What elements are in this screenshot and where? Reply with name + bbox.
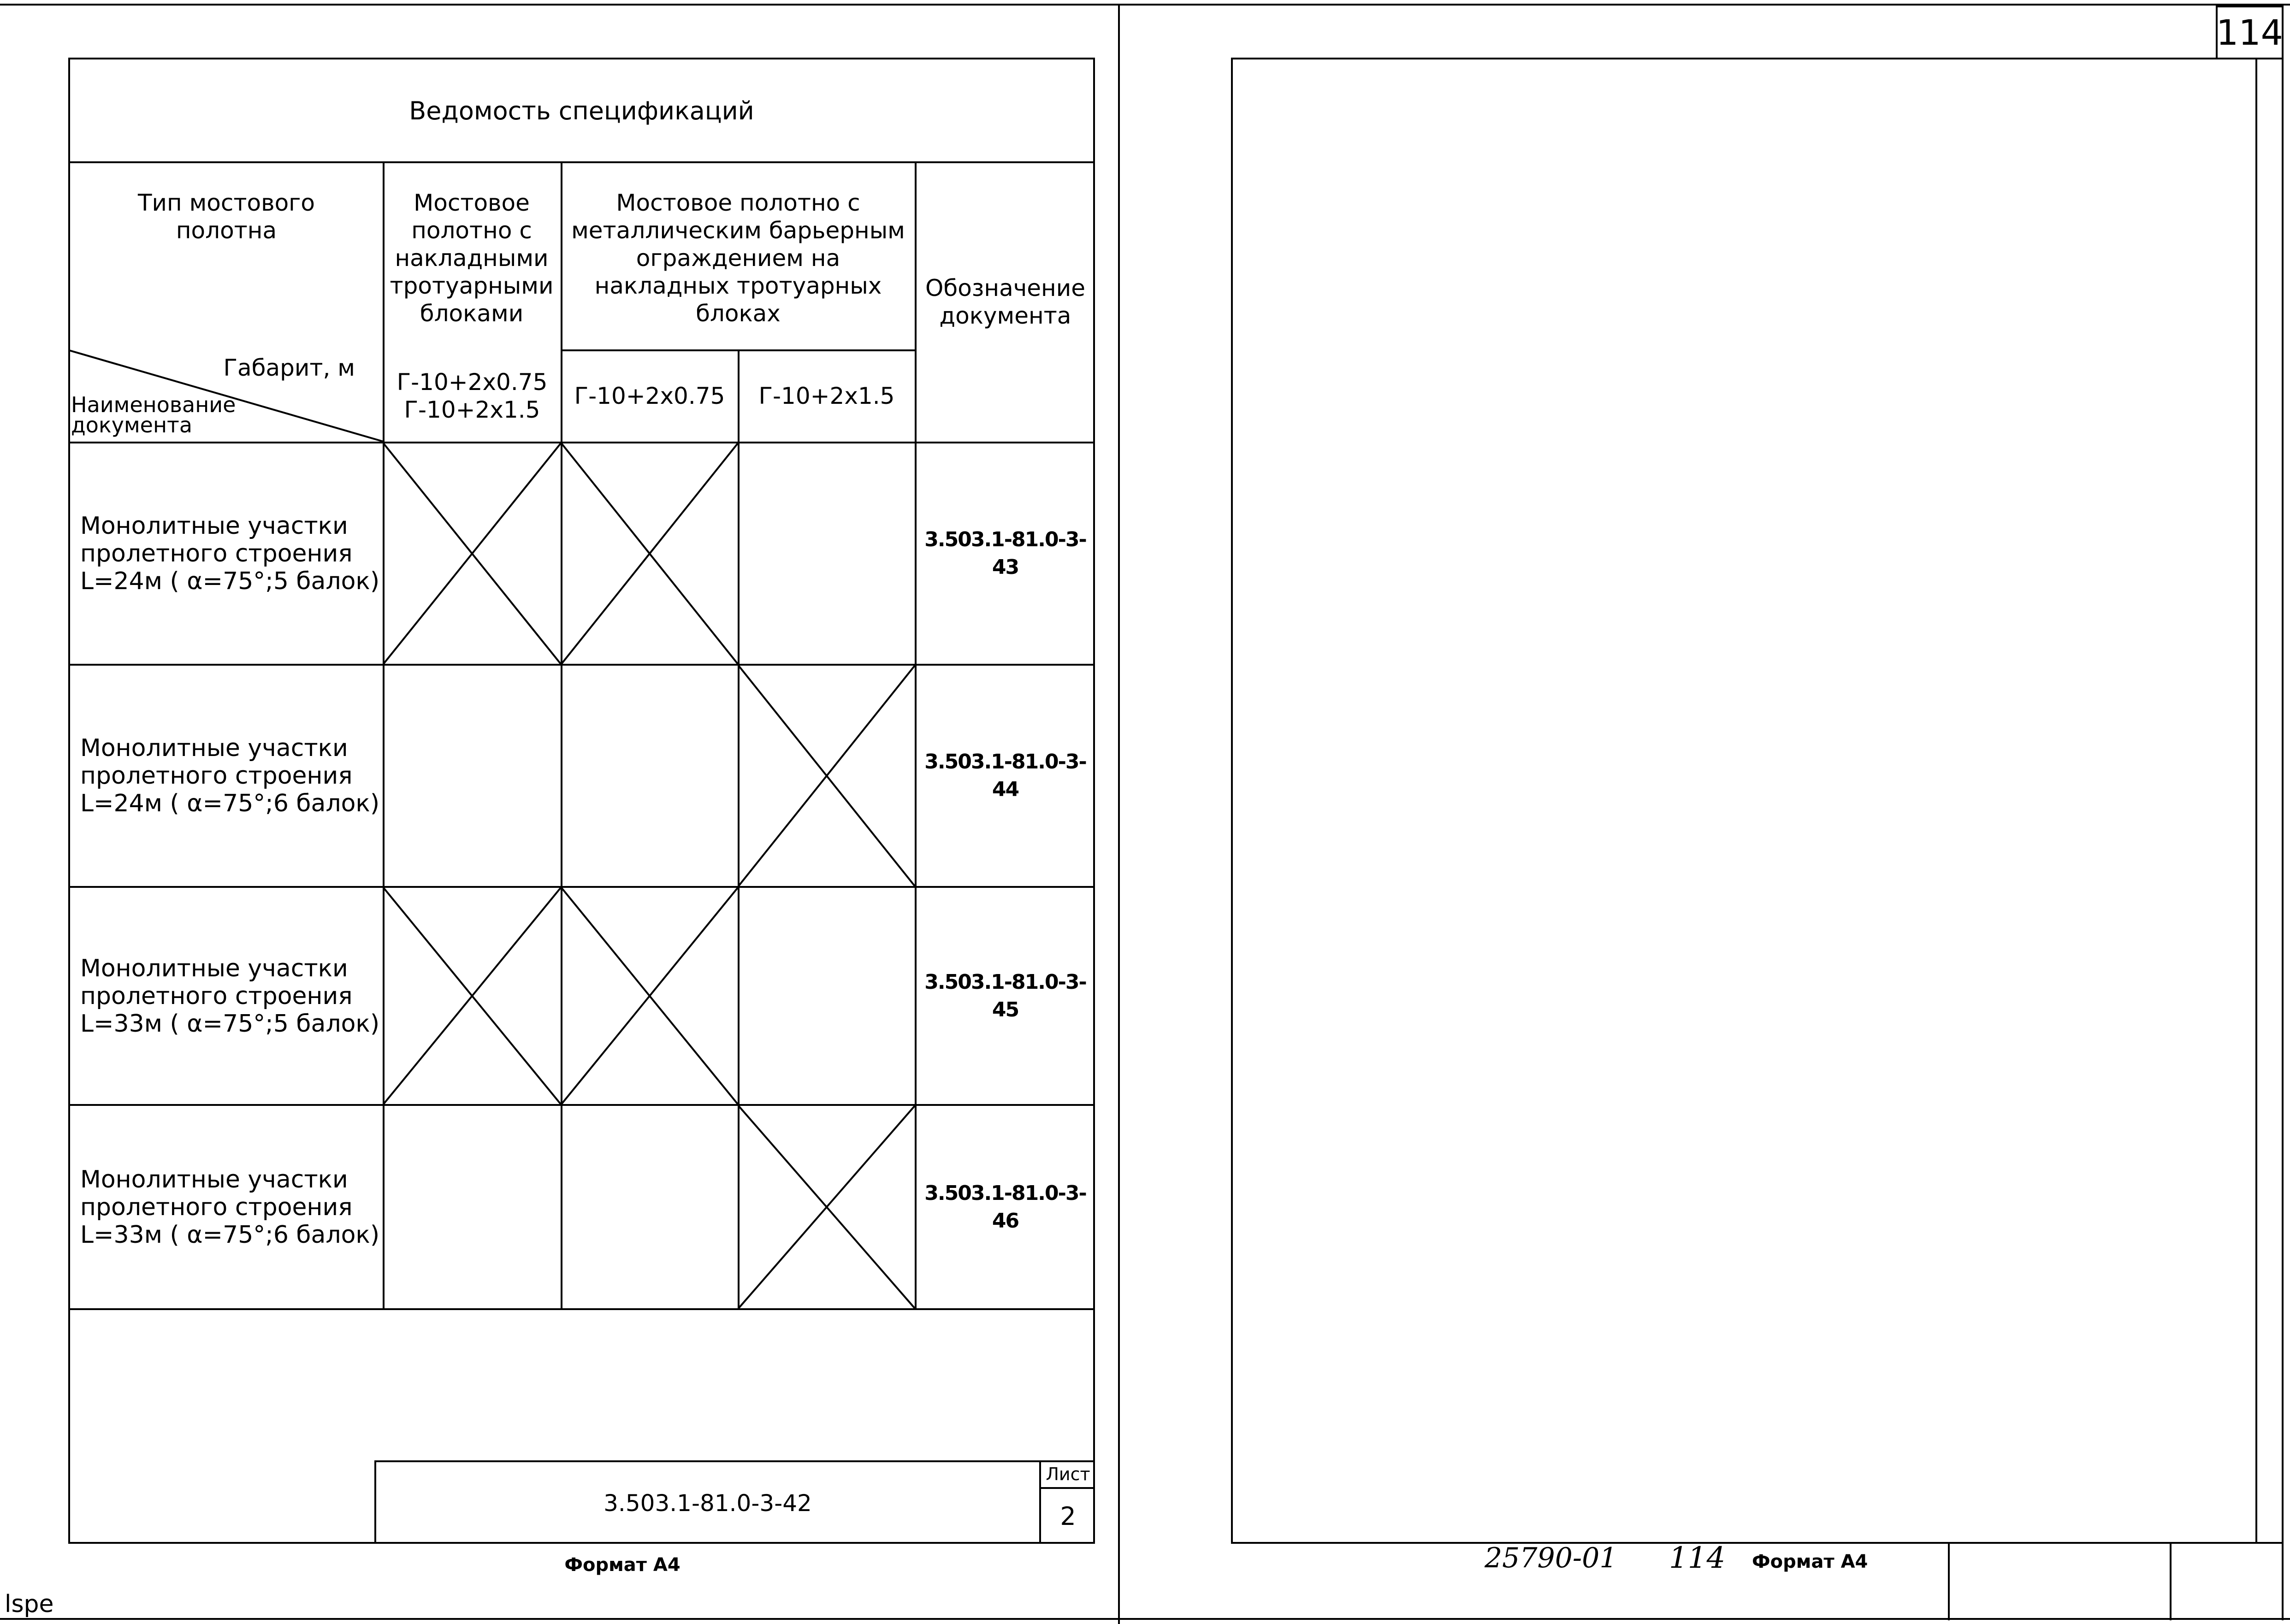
stamp-sheet-label: Лист: [1046, 1464, 1090, 1484]
document-title: Ведомость спецификаций: [409, 96, 754, 125]
inventory-number: 25790-01: [1485, 1542, 1617, 1574]
header-col1: Мостовое полотно с накладными тротуарными блоками: [390, 189, 554, 327]
page-fold-line: [1118, 4, 1120, 1624]
right-stamp-line-1: [1948, 1542, 1950, 1620]
cross-mark: [739, 666, 915, 886]
right-stamp-line-3: [2282, 1542, 2284, 1620]
cross-mark: [384, 443, 561, 664]
page-bottom-line: [0, 1618, 2290, 1620]
header-col23: Мостовое полотно с металлическим барьерным ограждением на накладных тротуарных блоках: [571, 189, 905, 327]
header-type: Тип мостового полотна: [137, 189, 315, 244]
cross-mark: [562, 888, 738, 1104]
table-col-line-2: [561, 161, 562, 1309]
header-gabarit: Габарит, м: [223, 354, 355, 381]
cross-mark: [384, 888, 561, 1104]
row-designation: 3.503.1-81.0-3-46: [924, 1181, 1086, 1233]
row-name: Монолитные участки пролетного строения L=24м ( α=75°;5 балок): [80, 512, 380, 595]
row-name: Монолитные участки пролетного строения L=33м ( α=75°;5 балок): [80, 954, 380, 1038]
gabarit-col1: Г-10+2х0.75 Г-10+2х1.5: [396, 369, 548, 423]
right-format-label: Формат А4: [1752, 1551, 1868, 1572]
table-col-line-1: [383, 161, 385, 1309]
right-frame: [1231, 58, 2284, 1544]
page-number: 114: [2216, 12, 2284, 53]
right-frame-margin-line: [2255, 58, 2257, 1544]
header-doc-name: Наименование документа: [71, 392, 236, 437]
gabarit-col2: Г-10+2х0.75: [574, 383, 725, 409]
stamp-sheet-number: 2: [1060, 1501, 1076, 1531]
page-top-line: [0, 4, 1118, 6]
row-designation: 3.503.1-81.0-3-45: [924, 970, 1086, 1022]
row-designation: 3.503.1-81.0-3-43: [924, 528, 1086, 579]
right-stamp-line-2: [2170, 1542, 2172, 1620]
cross-mark: [562, 443, 738, 664]
cross-mark: [739, 1106, 915, 1308]
header-designation: Обозначение документа: [925, 275, 1085, 329]
gabarit-col3: Г-10+2х1.5: [758, 383, 895, 409]
corner-text: lspe: [5, 1590, 54, 1618]
row-name: Монолитные участки пролетного строения L=33м ( α=75°;6 балок): [80, 1165, 380, 1249]
handwritten-page-number: 114: [1669, 1541, 1726, 1575]
row-name: Монолитные участки пролетного строения L=24м ( α=75°;6 балок): [80, 734, 380, 817]
row-designation: 3.503.1-81.0-3-44: [924, 750, 1086, 801]
stamp-designation: 3.503.1-81.0-3-42: [604, 1489, 812, 1517]
right-top-line: [1118, 4, 2290, 6]
table-line-row4: [68, 1308, 1095, 1310]
left-format-label: Формат А4: [564, 1554, 680, 1576]
